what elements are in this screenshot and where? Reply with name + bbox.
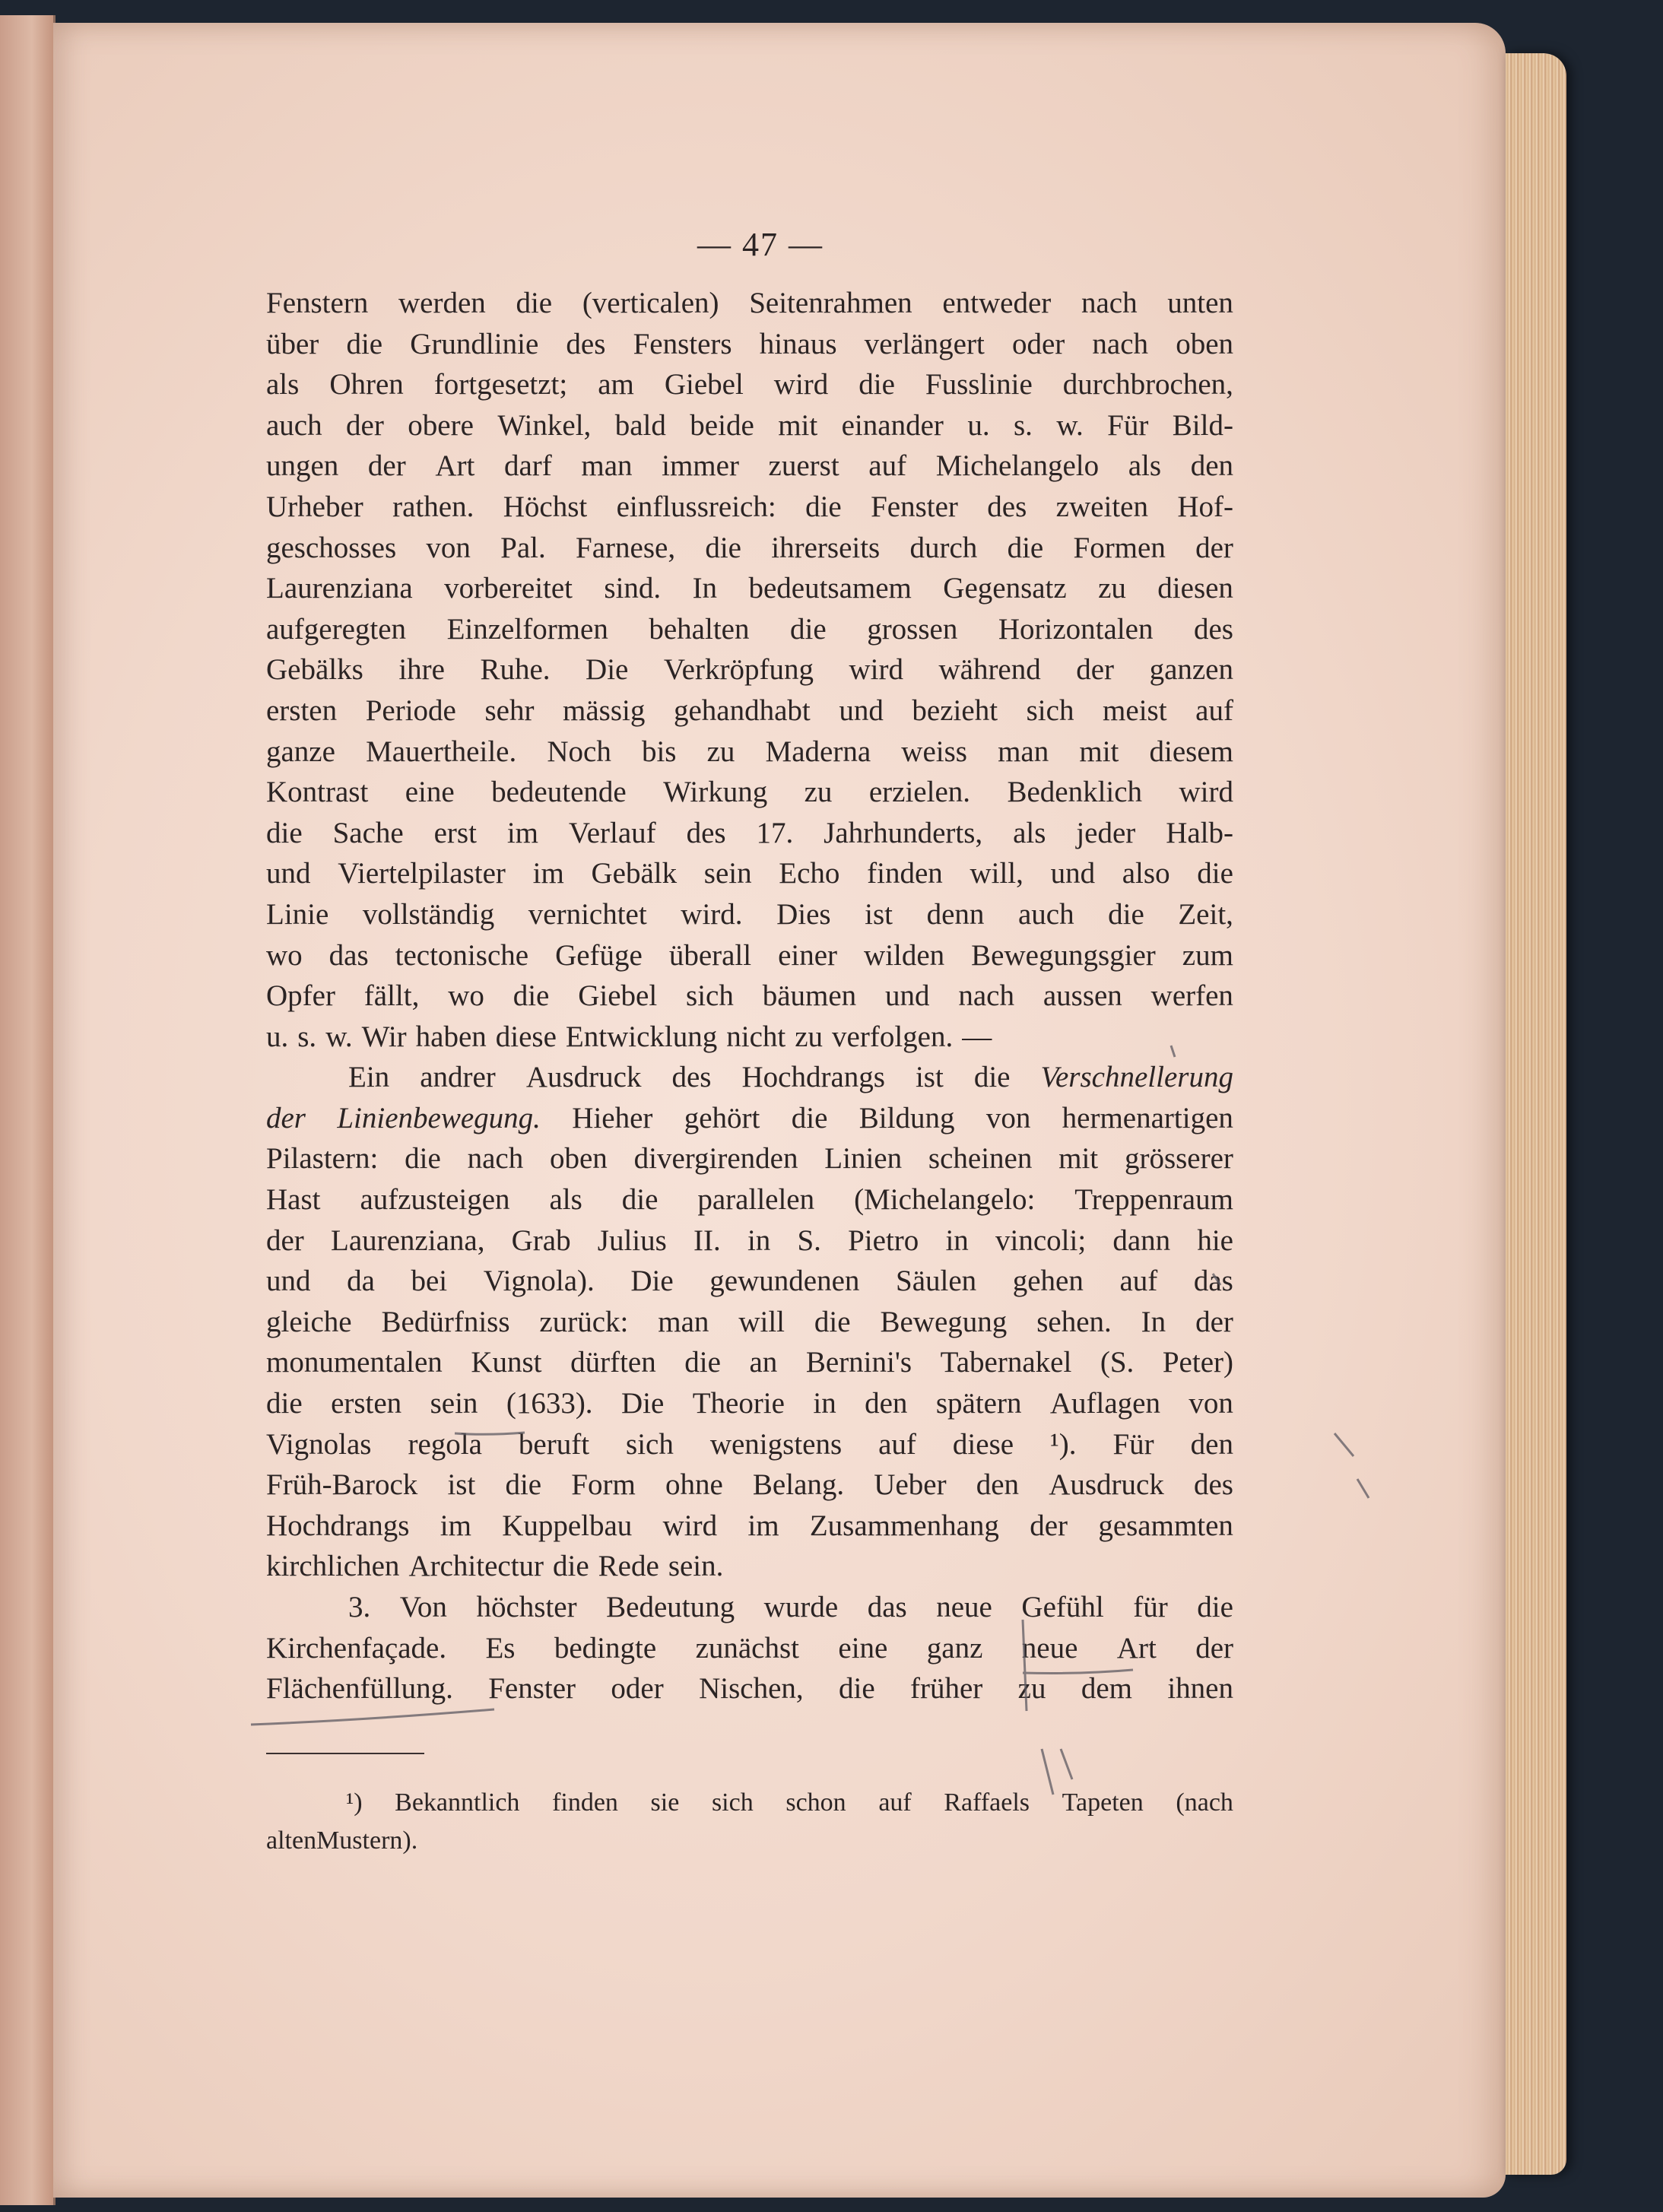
body-line: Kontrast eine bedeutende Wirkung zu erzielen. Bedenklich wird: [266, 776, 1233, 809]
body-line: Opfer fällt, wo die Giebel sich bäumen und nach aussen werfen: [266, 979, 1233, 1013]
body-line: Fenstern werden die (verticalen) Seitenrahmen entweder nach unten: [266, 287, 1233, 319]
body-line: 3. Von höchster Bedeutung wurde das neue Gefühl für die: [348, 1591, 1233, 1623]
body-line: Linie vollständig vernichtet wird. Dies ist denn auch die Zeit,: [266, 897, 1233, 931]
body-line: Hochdrangs im Kuppelbau wird im Zusammenhang der gesammten: [266, 1509, 1233, 1542]
body-line: Vignolas regola beruft sich wenigstens auf diese ¹). Für den: [266, 1427, 1233, 1461]
body-line: Kirchenfaçade. Es bedingte zunächst eine ganz neue Art der: [266, 1631, 1233, 1665]
body-line: u. s. w. Wir haben diese Entwicklung nicht zu verfolgen. —: [266, 1020, 992, 1053]
footnote-rule: [266, 1753, 424, 1754]
body-line: kirchlichen Architectur die Rede sein.: [266, 1550, 724, 1583]
body-line: geschosses von Pal. Farnese, die ihrerseits durch die Formen der: [266, 531, 1233, 564]
body-line: und Viertelpilaster im Gebälk sein Echo finden will, und also die: [266, 857, 1233, 890]
body-line: Flächenfüllung. Fenster oder Nischen, die früher zu dem ihnen: [266, 1672, 1233, 1706]
footnotes: [266, 1784, 1233, 1860]
body-text: [266, 283, 1233, 1709]
body-line: aufgeregten Einzelformen behalten die grossen Horizontalen des: [266, 612, 1233, 646]
body-line: der Linienbewegung. Hieher gehört die Bildung von hermenartigen: [266, 1101, 1233, 1135]
body-line: Ein andrer Ausdruck des Hochdrangs ist die Verschnellerung: [348, 1061, 1233, 1094]
footnote-line: alten Mustern).: [266, 1826, 418, 1855]
body-line: wo das tectonische Gefüge überall einer wilden Bewegungsgier zum: [266, 938, 1233, 972]
body-line: Hast aufzusteigen als die parallelen (Michelangelo: Treppenraum: [266, 1183, 1233, 1217]
body-line: die ersten sein (1633). Die Theorie in den spätern Auflagen von: [266, 1387, 1233, 1420]
body-line: Früh-Barock ist die Form ohne Belang. Ueber den Ausdruck des: [266, 1468, 1233, 1502]
body-line: auch der obere Winkel, bald beide mit einander u. s. w. Für Bild-: [266, 408, 1233, 442]
body-line: und da bei Vignola). Die gewundenen Säulen gehen auf das: [266, 1265, 1233, 1298]
body-line: ungen der Art darf man immer zuerst auf Michelangelo als den: [266, 449, 1233, 483]
page-edges: [1506, 53, 1566, 2175]
body-line: Laurenziana vorbereitet sind. In bedeutsamem Gegensatz zu diesen: [266, 572, 1233, 605]
left-page-edge: [0, 15, 56, 2205]
body-line: gleiche Bedürfniss zurück: man will die Bewegung sehen. In der: [266, 1305, 1233, 1338]
body-line: ersten Periode sehr mässig gehandhabt und bezieht sich meist auf: [266, 693, 1233, 727]
footnote-line: ¹) Bekanntlich finden sie sich schon auf Raffaels Tapeten (nach: [346, 1788, 1233, 1817]
body-line: der Laurenziana, Grab Julius II. in S. Pietro in vincoli; dann hie: [266, 1223, 1233, 1257]
body-line: Gebälks ihre Ruhe. Die Verkröpfung wird während der ganzen: [266, 653, 1233, 687]
body-line: die Sache erst im Verlauf des 17. Jahrhunderts, als jeder Halb-: [266, 816, 1233, 849]
body-line: monumentalen Kunst dürften die an Bernini's Tabernakel (S. Peter): [266, 1346, 1233, 1379]
body-line: als Ohren fortgesetzt; am Giebel wird die Fusslinie durchbrochen,: [266, 368, 1233, 401]
body-line: ganze Mauertheile. Noch bis zu Maderna weiss man mit diesem: [266, 735, 1233, 768]
body-line: Pilastern: die nach oben divergirenden Linien scheinen mit grösserer: [266, 1142, 1233, 1176]
page-number: — 47 —: [697, 226, 824, 263]
body-line: über die Grundlinie des Fensters hinaus verlängert oder nach oben: [266, 327, 1233, 360]
body-line: Urheber rathen. Höchst einflussreich: die Fenster des zweiten Hof-: [266, 490, 1233, 523]
